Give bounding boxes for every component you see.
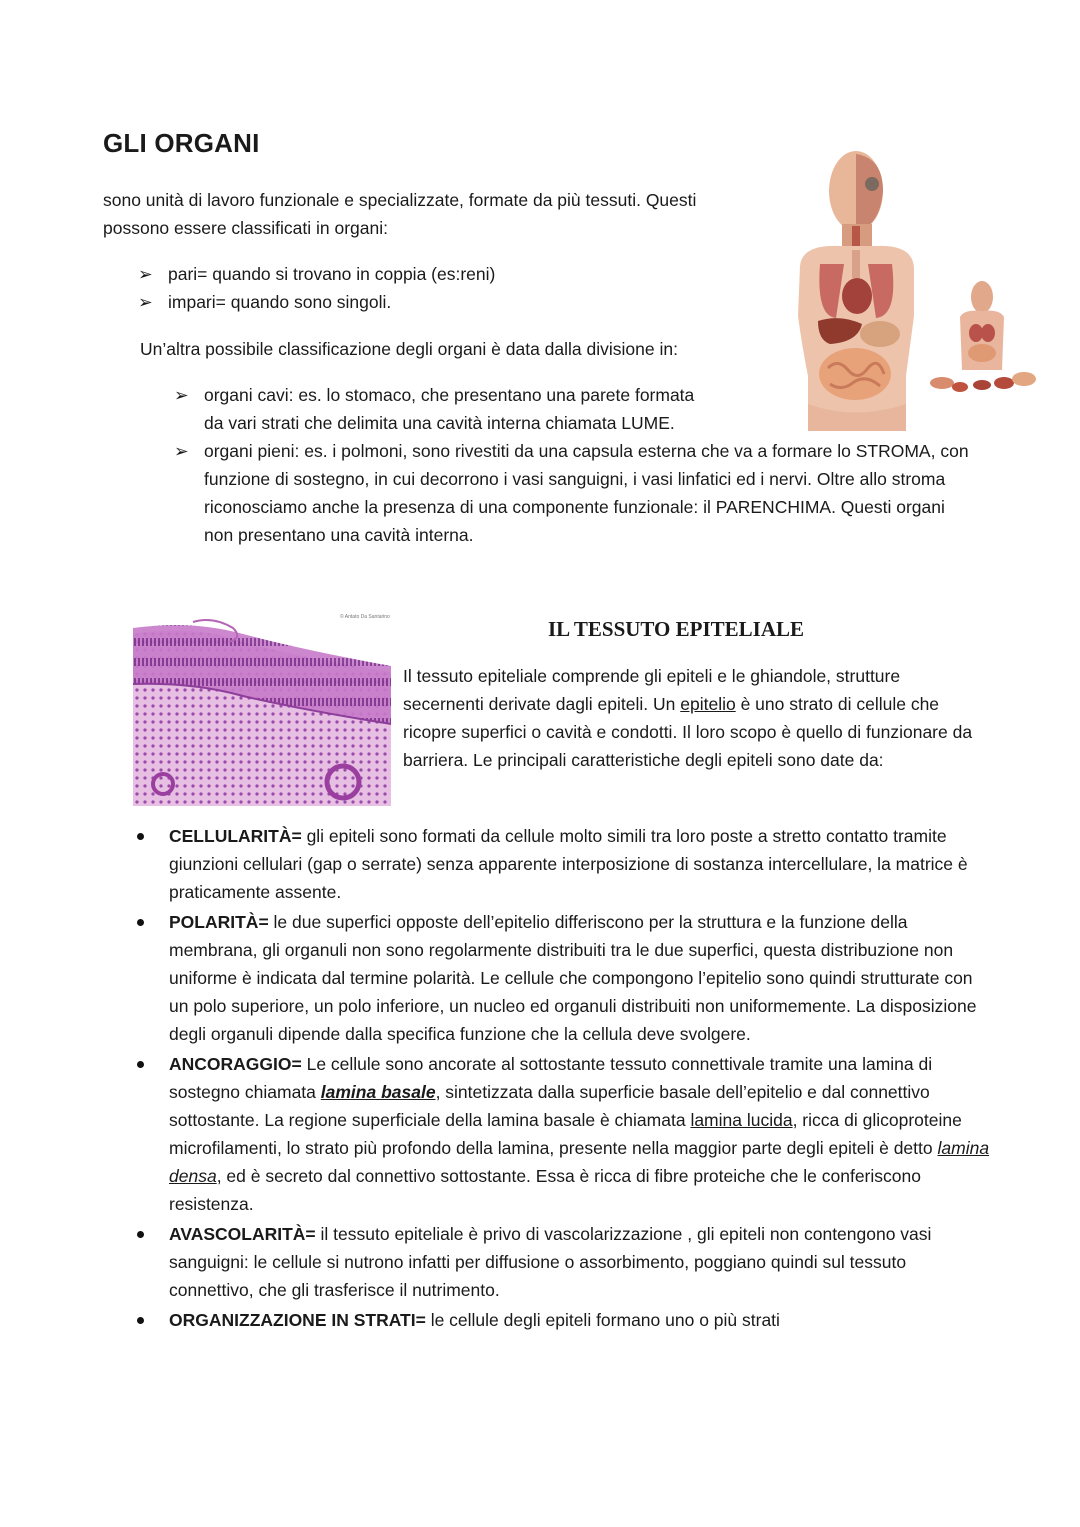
arrow-bullet-icon: ➢ <box>138 264 153 284</box>
arrow-bullet-icon: ➢ <box>174 441 189 461</box>
organi-intro-line1: sono unità di lavoro funzionale e specializzate, formate da più tessuti. Questi <box>103 190 697 210</box>
bullet-dot-icon <box>137 1061 144 1068</box>
feature-cellularita: CELLULARITÀ= gli epiteli sono formati da cellule molto simili tra loro poste a stretto contatto tramite giunzioni cellulari (gap o serrate) senza apparente interposizione di sostanza intercellulare, la matrice è praticamente assente. <box>133 822 993 906</box>
section-title-organi: GLI ORGANI <box>103 128 260 158</box>
epitelio-intro: Il tessuto epiteliale comprende gli epiteli e le ghiandole, strutture secernenti derivate dagli epiteli. Un epitelio è uno strato di cellule che ricopre superfici o cavità e condotti. Il loro scopo è quello di funzionare da barriera. Le principali caratteristiche degli epiteli sono date da: <box>403 666 973 770</box>
organi-intro <box>103 186 783 242</box>
bullet-dot-icon <box>137 833 144 840</box>
bullet-dot-icon <box>137 1317 144 1324</box>
feature-polarita: POLARITÀ= le due superfici opposte dell’epitelio differiscono per la struttura e la funzione della membrana, gli organuli non sono regolarmente distribuiti tra le due superfici, questa distribuzione non uniforme è indicata dal termine polarità. Le cellule che compongono l’epitelio sono quindi strutturate con un polo superiore, un polo inferiore, un nucleo ed organuli distribuiti non uniformemente. La disposizione degli organuli dipende dalla specifica funzione che la cellula deve svolgere. <box>133 908 993 1048</box>
anatomical-torso-image <box>780 146 930 434</box>
section-title-epitelio: IL TESSUTO EPITELIALE <box>548 617 805 641</box>
list-item: ➢ pari= quando si trovano in coppia (es:reni) <box>138 260 778 288</box>
bullet-dot-icon <box>137 1231 144 1238</box>
list-item: ➢ impari= quando sono singoli. <box>138 288 778 316</box>
small-anatomical-model-image <box>920 275 1045 405</box>
feature-strati: ORGANIZZAZIONE IN STRATI= le cellule degli epiteli formano uno o più strati <box>133 1306 993 1334</box>
epithelium-histology-image <box>133 614 391 806</box>
list-item: ➢ organi cavi: es. lo stomaco, che presentano una parete formata da vari strati che delimita una cavità interna chiamata LUME. <box>174 381 974 437</box>
list-item: ➢ organi pieni: es. i polmoni, sono rivestiti da una capsula esterna che va a formare lo STROMA, con funzione di sostegno, in cui decorrono i vasi sanguigni, i vasi linfatici ed i nervi. Oltre allo stroma riconosciamo anche la presenza di una componente funzionale: il PARENCHIMA. Questi organi non presentano una cavità interna. <box>174 437 974 549</box>
organi-pari-impari-list <box>138 260 778 316</box>
organi-intro-line2: possono essere classificati in organi: <box>103 218 389 238</box>
term-lamina-lucida: lamina lucida <box>690 1110 793 1130</box>
arrow-bullet-icon: ➢ <box>138 292 153 312</box>
feature-avascolarita: AVASCOLARITÀ= il tessuto epiteliale è privo di vascolarizzazione , gli epiteli non contengono vasi sanguigni: le cellule si nutrono infatti per diffusione o assorbimento, poggiano quindi sul tessuto connettivo, che gli trasferisce il nutrimento. <box>133 1220 993 1304</box>
term-lamina-densa: lamina densa <box>169 1138 990 1186</box>
bullet-dot-icon <box>137 919 144 926</box>
term-lamina-basale: lamina basale <box>320 1082 436 1102</box>
histology-caption: © Antato Da Santarino <box>340 614 390 620</box>
epitelio-features-list <box>133 822 993 1336</box>
organi-other-classification: Un’altra possibile classificazione degli organi è data dalla divisione in: <box>140 339 678 359</box>
epitelio-link[interactable]: epitelio <box>680 694 736 714</box>
feature-ancoraggio: ANCORAGGIO= Le cellule sono ancorate al sottostante tessuto connettivale tramite una lamina di sostegno chiamata lamina basale, sintetizzata dalla superficie basale dell’epitelio e dal connettivo sottostante. La regione superficiale della lamina basale è chiamata lamina lucida, ricca di glicoproteine microfilamenti, lo strato più profondo della lamina, presente nella maggior parte degli epiteli è detto lamina densa, ed è secreto dal connettivo sottostante. Essa è ricca di fibre proteiche che le conferiscono resistenza. <box>133 1050 993 1218</box>
arrow-bullet-icon: ➢ <box>174 385 189 405</box>
